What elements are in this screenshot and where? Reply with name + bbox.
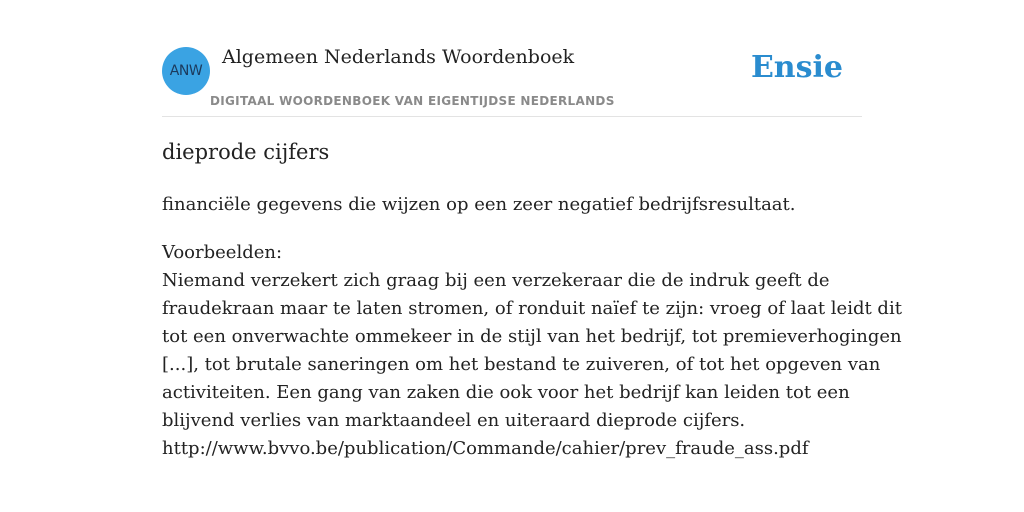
- anw-logo[interactable]: ANW: [162, 47, 210, 95]
- site-subtitle: DIGITAAL WOORDENBOEK VAN EIGENTIJDSE NEDERLANDS: [210, 94, 615, 108]
- example-line: Niemand verzekert zich graag bij een verzekeraar die de indruk geeft de: [162, 270, 830, 291]
- examples-label: Voorbeelden:: [162, 242, 283, 263]
- entry-definition: financiële gegevens die wijzen op een zeer negatief bedrijfsresultaat.: [162, 194, 796, 215]
- site-header: [162, 44, 862, 117]
- entry-headword: dieprode cijfers: [162, 140, 330, 164]
- example-line: [...], tot brutale saneringen om het bestand te zuiveren, of tot het opgeven van: [162, 354, 881, 375]
- example-line: blijvend verlies van marktaandeel en uiteraard dieprode cijfers.: [162, 410, 746, 431]
- site-title[interactable]: Algemeen Nederlands Woordenboek: [222, 46, 575, 68]
- ensie-brand-link[interactable]: Ensie: [750, 50, 843, 85]
- example-line: fraudekraan maar te laten stromen, of ronduit naïef te zijn: vroeg of laat leidt dit: [162, 298, 902, 319]
- example-line: activiteiten. Een gang van zaken die ook voor het bedrijf kan leiden tot een: [162, 382, 850, 403]
- entry-examples: [162, 239, 902, 463]
- example-source-url: http://www.bvvo.be/publication/Commande/cahier/prev_fraude_ass.pdf: [162, 438, 809, 459]
- example-line: tot een onverwachte ommekeer in de stijl van het bedrijf, tot premieverhogingen: [162, 326, 902, 347]
